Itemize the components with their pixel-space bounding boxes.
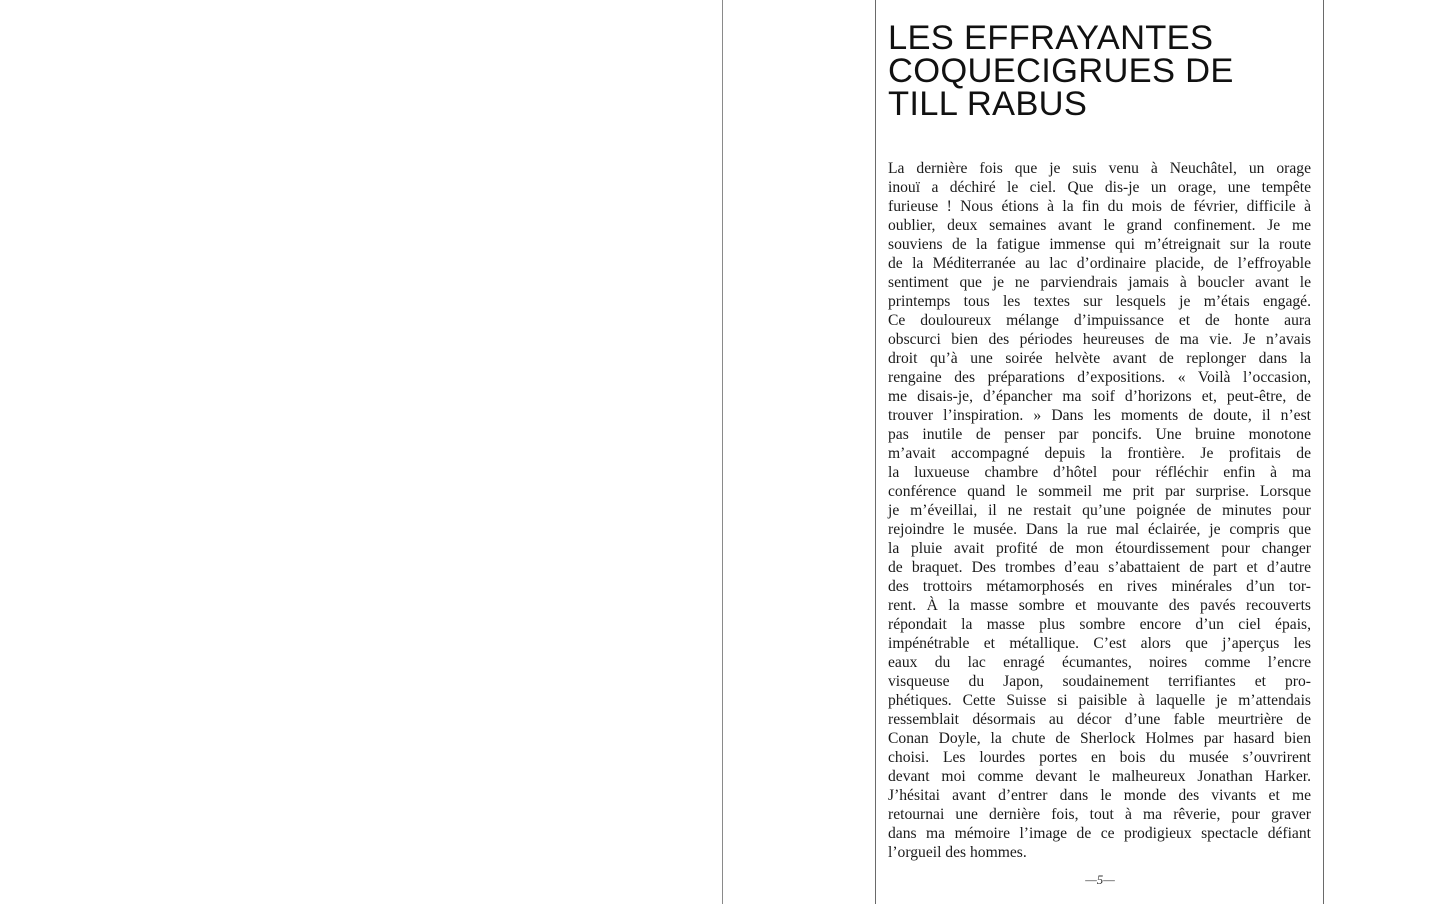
page-number: —5— <box>1085 872 1115 887</box>
chapter-title-line: COQUECIGRUES DE <box>888 52 1234 90</box>
body-line: retournai une dernière fois, tout à ma rêverie, pour graver <box>888 806 1311 823</box>
body-line: choisi. Les lourdes portes en bois du musée s’ouvrirent <box>888 749 1311 766</box>
body-line: rejoindre le musée. Dans la rue mal éclairée, je compris que <box>888 521 1311 538</box>
body-line: rengaine des préparations d’expositions. « Voilà l’occasion, <box>888 369 1311 386</box>
body-line: inouï a déchiré le ciel. Que dis-je un orage, une tempête <box>888 179 1311 196</box>
body-line: phétiques. Cette Suisse si paisible à laquelle je m’attendais <box>888 692 1311 709</box>
body-line: souviens de la fatigue immense qui m’étreignait sur la route <box>888 236 1311 253</box>
left-page <box>0 0 722 904</box>
body-line: de la Méditerranée au lac d’ordinaire placide, de l’effroyable <box>888 255 1311 272</box>
body-line: pas inutile de penser par poncifs. Une bruine monotone <box>888 426 1311 443</box>
body-line: m’avait accompagné depuis la frontière. Je profitais de <box>888 445 1311 462</box>
body-line: dans ma mémoire l’image de ce prodigieux spectacle défiant <box>888 825 1311 842</box>
body-line: rent. À la masse sombre et mouvante des pavés recouverts <box>888 597 1311 614</box>
body-line: J’hésitai avant d’entrer dans le monde des vivants et me <box>888 787 1311 804</box>
body-line: eaux du lac enragé écumantes, noires comme l’encre <box>888 654 1311 671</box>
body-line: sentiment que je ne parviendrais jamais à boucler avant le <box>888 274 1311 291</box>
body-line: Conan Doyle, la chute de Sherlock Holmes par hasard bien <box>888 730 1311 747</box>
body-line: printemps tous les textes sur lesquels je m’étais engagé. <box>888 293 1311 310</box>
body-line: obscurci bien des périodes heureuses de ma vie. Je n’avais <box>888 331 1311 348</box>
text-column-right-rule <box>1323 0 1324 904</box>
body-line: la luxueuse chambre d’hôtel pour réfléchir enfin à ma <box>888 464 1311 481</box>
body-line: oublier, deux semaines avant le grand confinement. Je me <box>888 217 1311 234</box>
body-line: me disais-je, d’épancher ma soif d’horizons et, peut-être, de <box>888 388 1311 405</box>
body-line: de braquet. Des trombes d’eau s’abattaient de part et d’autre <box>888 559 1311 576</box>
chapter-title <box>888 19 1313 123</box>
body-line: visqueuse du Japon, soudainement terrifiantes et pro- <box>888 673 1311 690</box>
body-line: furieuse ! Nous étions à la fin du mois de février, difficile à <box>888 198 1311 215</box>
body-line: devant moi comme devant le malheureux Jonathan Harker. <box>888 768 1311 785</box>
body-line: Ce douloureux mélange d’impuissance et de honte aura <box>888 312 1311 329</box>
body-line: droit qu’à une soirée helvète avant de replonger dans la <box>888 350 1311 367</box>
body-line: des trottoirs métamorphosés en rives minérales d’un tor- <box>888 578 1311 595</box>
body-line: la pluie avait profité de mon étourdissement pour changer <box>888 540 1311 557</box>
body-line: ressemblait désormais au décor d’une fable meurtrière de <box>888 711 1311 728</box>
body-line: l’orgueil des hommes. <box>888 844 1027 861</box>
body-line: La dernière fois que je suis venu à Neuchâtel, un orage <box>888 160 1311 177</box>
body-line: trouver l’inspiration. » Dans les moments de doute, il n’est <box>888 407 1311 424</box>
text-column-left-rule <box>875 0 876 904</box>
body-paragraph <box>888 159 1311 862</box>
body-line: impénétrable et métallique. C’est alors que j’aperçus les <box>888 635 1311 652</box>
chapter-title-line: LES EFFRAYANTES <box>888 19 1214 57</box>
chapter-title-line: TILL RABUS <box>888 85 1088 123</box>
body-line: conférence quand le sommeil me prit par surprise. Lorsque <box>888 483 1311 500</box>
body-line: je m’éveillai, il ne restait qu’une poignée de minutes pour <box>888 502 1311 519</box>
body-line: répondait la masse plus sombre encore d’un ciel épais, <box>888 616 1311 633</box>
